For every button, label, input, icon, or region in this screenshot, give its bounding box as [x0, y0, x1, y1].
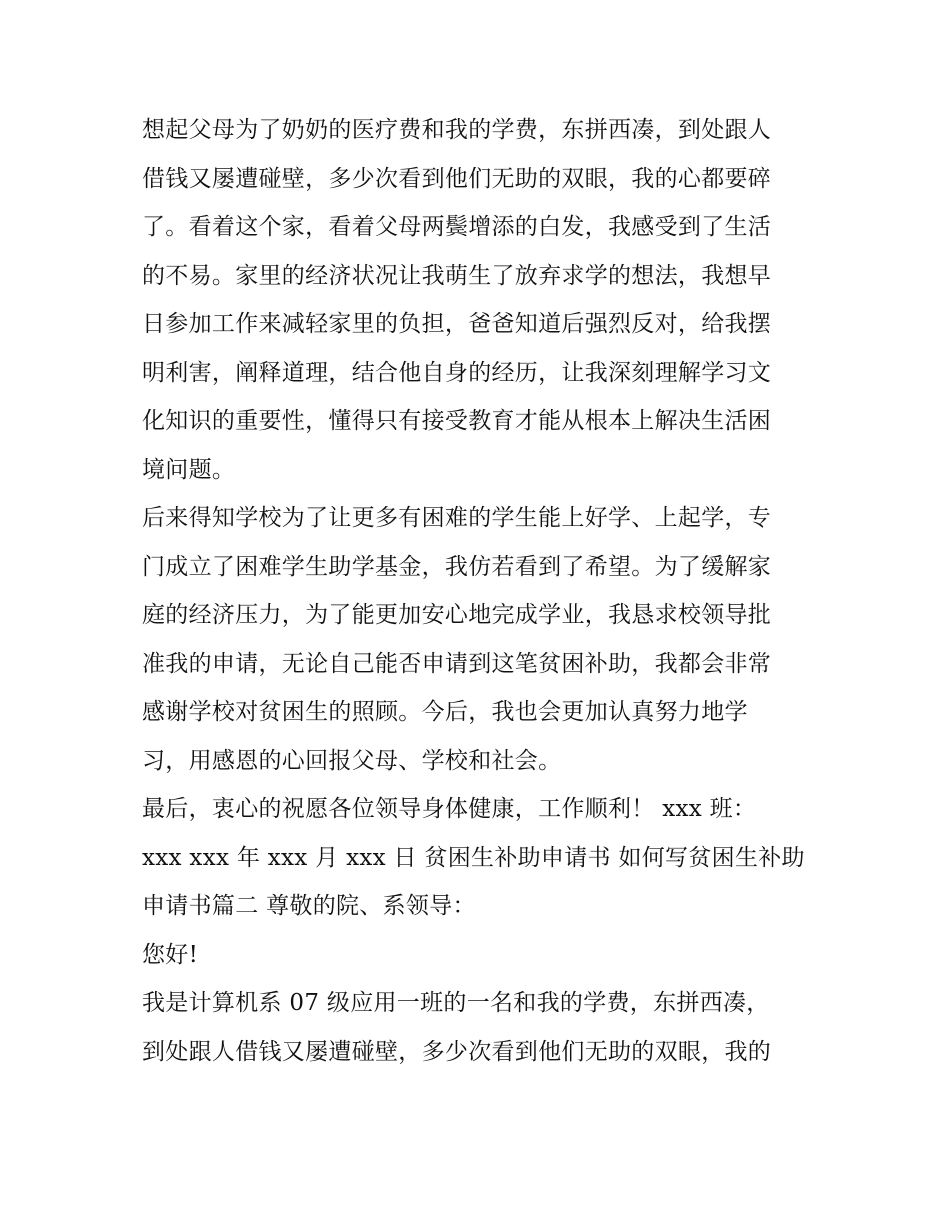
text-line: 申请书篇二 尊敬的院、系领导：	[142, 893, 476, 919]
text-line: 后来得知学校为了让更多有困难的学生能上好学、上起学，专	[142, 505, 772, 531]
text-line: 想起父母为了奶奶的医疗费和我的学费，东拼西凑，到处跟人	[142, 117, 772, 143]
text-line: 到处跟人借钱又屡遭碰壁，多少次看到他们无助的双眼，我的	[142, 1038, 772, 1065]
text-line: 您好!	[142, 941, 199, 968]
text-line: 我是计算机系 07 级应用一班的一名和我的学费，东拼西凑，	[142, 990, 770, 1016]
text-line: 化知识的重要性，懂得只有接受教育才能从根本上解决生活困	[142, 408, 772, 434]
text-line: 门成立了困难学生助学基金，我仿若看到了希望。为了缓解家	[142, 553, 772, 580]
text-line: 准我的申请，无论自己能否申请到这笔贫困补助，我都会非常	[142, 650, 772, 677]
text-line: 庭的经济压力，为了能更加安心地完成学业，我恳求校领导批	[142, 602, 772, 628]
text-line: 的不易。家里的经济状况让我萌生了放弃求学的想法，我想早	[142, 262, 772, 289]
text-line: 感谢学校对贫困生的照顾。今后，我也会更加认真努力地学	[142, 699, 748, 725]
body-text	[142, 106, 822, 1076]
text-line: 境问题。	[142, 456, 236, 483]
text-line: 明利害，阐释道理，结合他自身的经历，让我深刻理解学习文	[142, 359, 772, 386]
text-line: 习，用感恩的心回报父母、学校和社会。	[142, 747, 562, 774]
text-line: 日参加工作来减轻家里的负担，爸爸知道后强烈反对，给我摆	[142, 311, 772, 337]
text-line: 最后，衷心的祝愿各位领导身体健康，工作顺利！ xxx 班：	[142, 796, 757, 822]
text-line: 借钱又屡遭碰壁，多少次看到他们无助的双眼，我的心都要碎	[142, 165, 772, 192]
text-line: xxx xxx 年 xxx 月 xxx 日 贫困生补助申请书 如何写贫困生补助	[142, 844, 805, 871]
text-line: 了。看着这个家，看着父母两鬓增添的白发，我感受到了生活	[142, 214, 772, 240]
